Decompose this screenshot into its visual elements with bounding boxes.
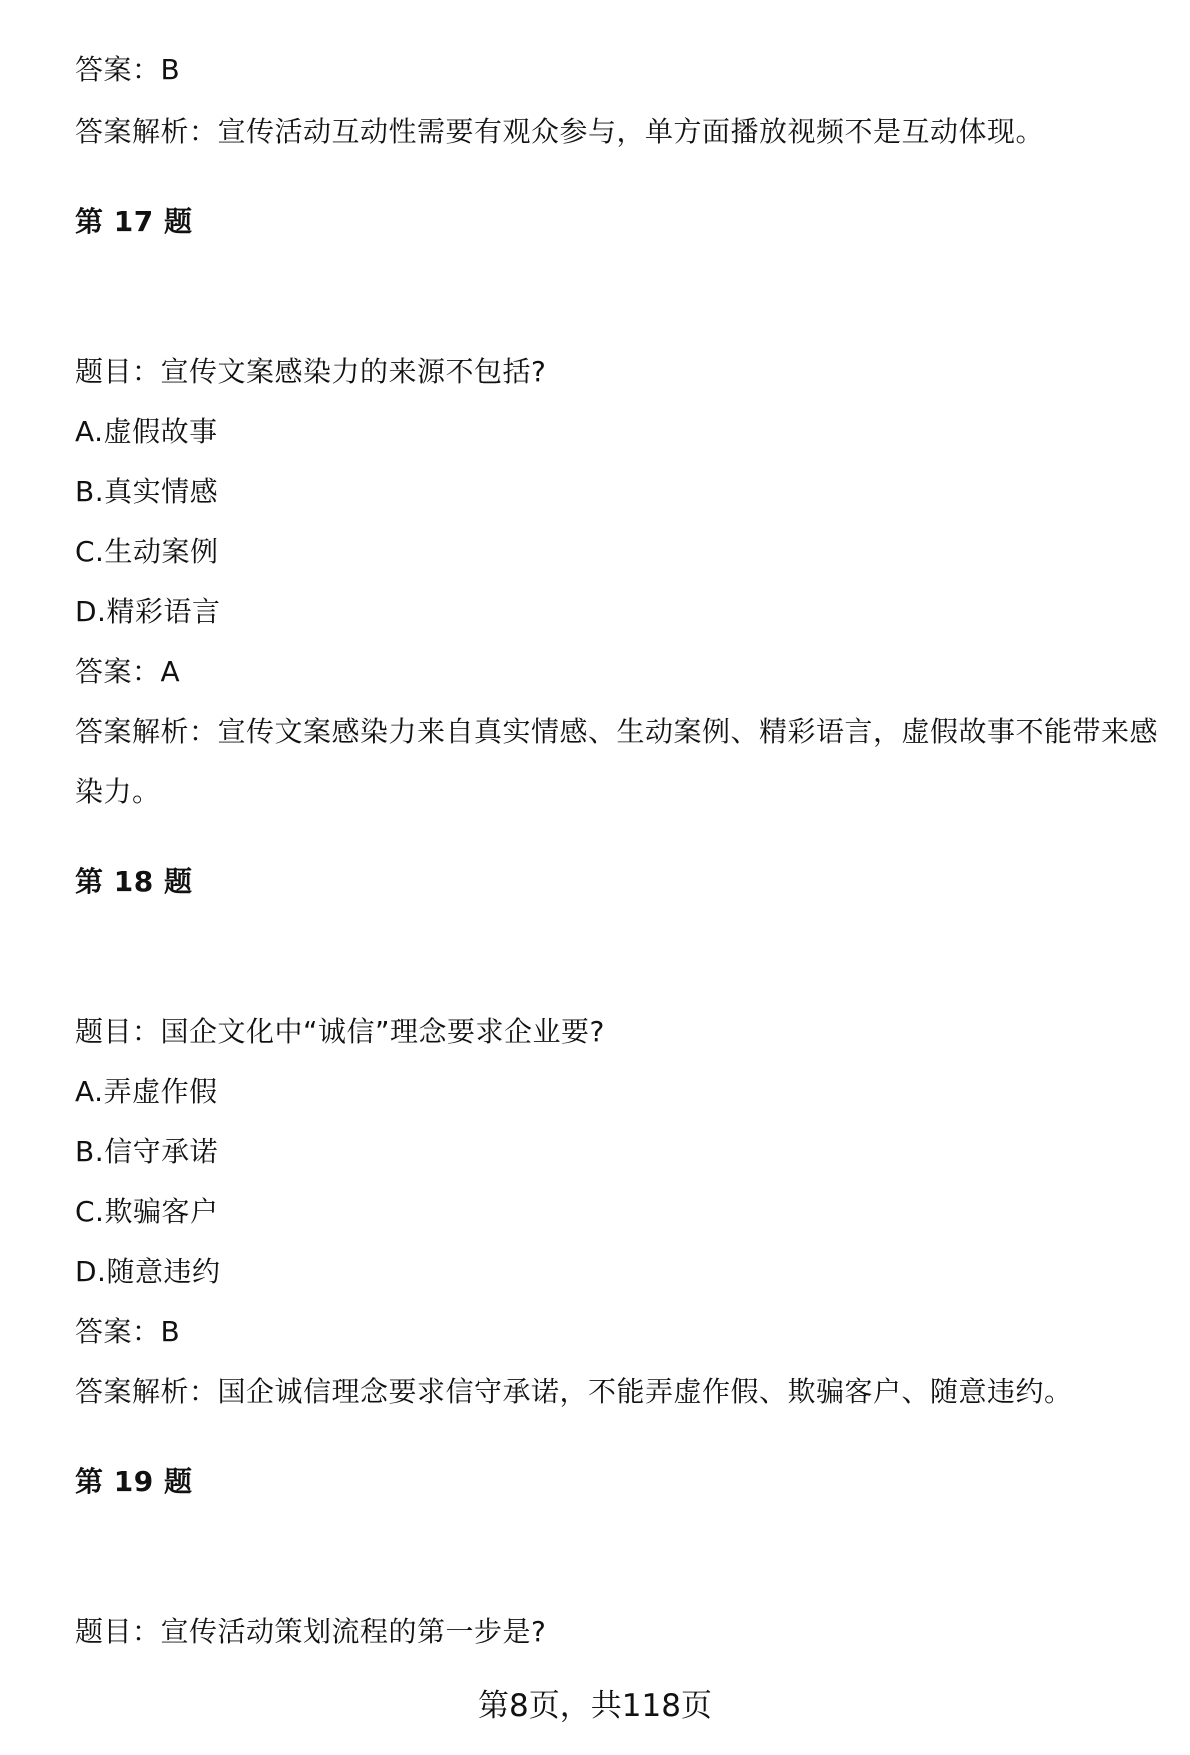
question-18-option-d: D.随意违约 bbox=[75, 1255, 221, 1288]
prev-answer: 答案：B bbox=[75, 53, 181, 86]
question-17-option-d: D.精彩语言 bbox=[75, 595, 221, 628]
question-18-explanation: 答案解析：国企诚信理念要求信守承诺，不能弄虚作假、欺骗客户、随意违约。 bbox=[75, 1375, 1073, 1408]
question-18-option-a: A.弄虚作假 bbox=[75, 1075, 218, 1108]
question-17-answer: 答案：A bbox=[75, 655, 181, 688]
question-19-heading: 第 19 题 bbox=[75, 1465, 193, 1498]
question-19-text: 题目：宣传活动策划流程的第一步是? bbox=[75, 1615, 547, 1648]
question-17-option-a: A.虚假故事 bbox=[75, 415, 218, 448]
question-18-answer: 答案：B bbox=[75, 1315, 181, 1348]
question-17-heading: 第 17 题 bbox=[75, 205, 193, 238]
question-18-heading: 第 18 题 bbox=[75, 865, 193, 898]
question-18-option-c: C.欺骗客户 bbox=[75, 1195, 219, 1228]
question-17-explanation: 答案解析：宣传文案感染力来自真实情感、生动案例、精彩语言，虚假故事不能带来感染力。 bbox=[75, 715, 1159, 808]
question-17-text: 题目：宣传文案感染力的来源不包括? bbox=[75, 355, 547, 388]
question-18-option-b: B.信守承诺 bbox=[75, 1135, 219, 1168]
question-17-option-c: C.生动案例 bbox=[75, 535, 219, 568]
prev-explanation: 答案解析：宣传活动互动性需要有观众参与，单方面播放视频不是互动体现。 bbox=[75, 115, 1045, 148]
page-number-footer: 第8页，共118页 bbox=[478, 1688, 712, 1724]
question-18-text: 题目：国企文化中“诚信”理念要求企业要? bbox=[75, 1015, 605, 1048]
question-17-option-b: B.真实情感 bbox=[75, 475, 219, 508]
